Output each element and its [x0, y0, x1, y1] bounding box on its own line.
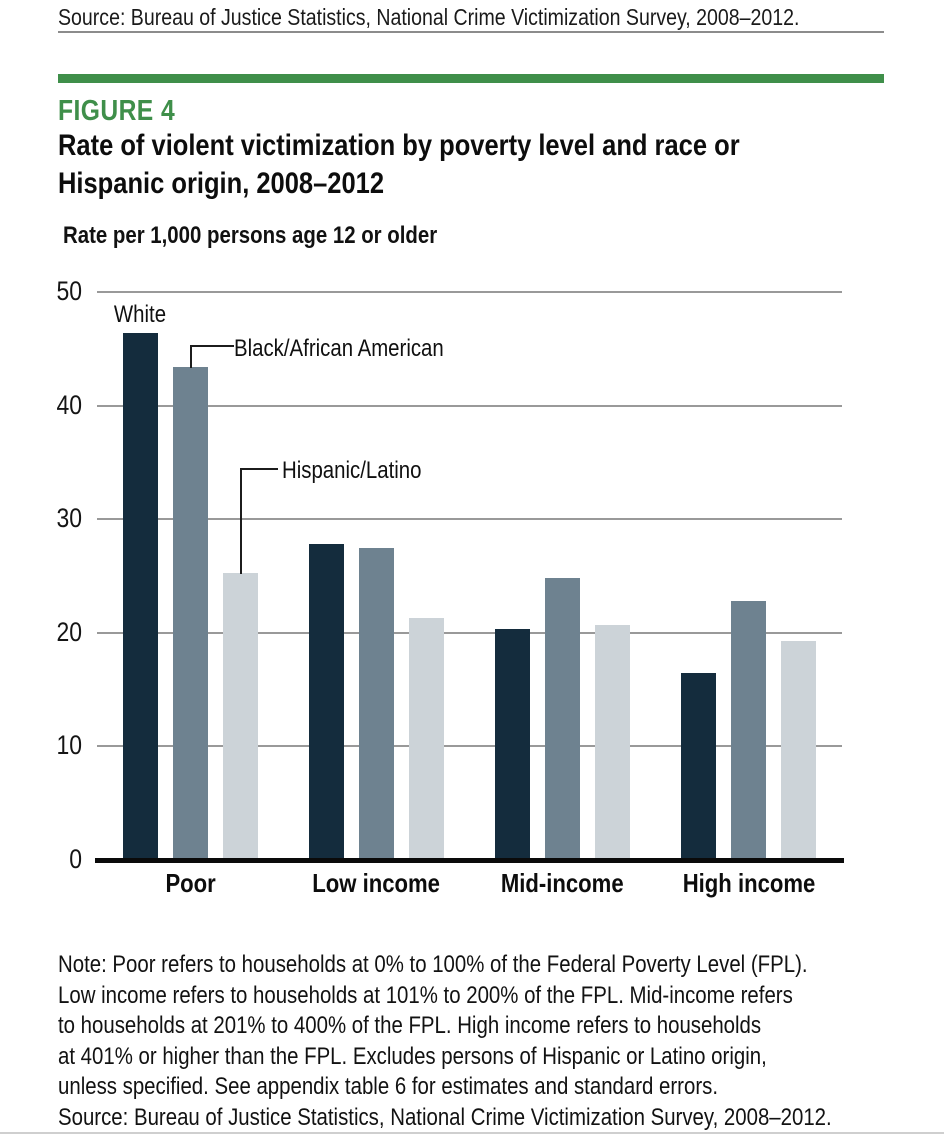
y-tick-label-30: 30: [56, 503, 82, 534]
figure-title-line-2: Hispanic origin, 2008–2012: [58, 167, 385, 200]
leader-line-black-vertical: [190, 345, 192, 368]
leader-line-black-horizontal: [190, 345, 234, 347]
top-source-line: [58, 4, 930, 31]
leader-line-hispanic-horizontal: [240, 468, 278, 470]
figure-title-line-1: Rate of violent victimization by poverty level and race or: [58, 129, 740, 162]
series-label-black: Black/African American: [234, 335, 444, 362]
series-label-white: White: [113, 301, 167, 328]
gridline-50: [97, 291, 842, 293]
x-axis-line: [95, 858, 844, 863]
x-category-label-high-income: High income: [682, 868, 816, 898]
leader-line-hispanic-vertical: [240, 468, 242, 574]
y-axis-labels: [34, 276, 90, 874]
bar-low-income-black-african-american: [359, 548, 394, 860]
series-label-hispanic: Hispanic/Latino: [282, 457, 422, 484]
note-line: at 401% or higher than the FPL. Excludes persons of Hispanic or Latino origin,: [58, 1042, 767, 1070]
x-axis-labels: [97, 868, 842, 902]
note-line: Note: Poor refers to households at 0% to 100% of the Federal Poverty Level (FPL).: [58, 951, 808, 978]
gridline-20: [97, 632, 842, 634]
note-line: unless specified. See appendix table 6 for estimates and standard errors.: [58, 1073, 718, 1100]
x-category-label-low-income: Low income: [312, 868, 441, 898]
gridline-30: [97, 518, 842, 520]
bar-low-income-white: [309, 544, 344, 860]
bar-mid-income-hispanic-latino: [595, 625, 630, 860]
y-axis-unit-label: Rate per 1,000 persons age 12 or older: [63, 222, 438, 249]
bar-poor-hispanic-latino: [223, 573, 258, 860]
y-tick-label-20: 20: [56, 616, 82, 647]
x-category-label-mid-income: Mid-income: [501, 868, 625, 898]
bar-low-income-hispanic-latino: [409, 618, 444, 860]
bar-high-income-black-african-american: [731, 601, 766, 860]
bar-high-income-hispanic-latino: [781, 641, 816, 860]
bar-poor-black-african-american: [173, 367, 208, 860]
bottom-source-line: [58, 1104, 944, 1132]
note-line: Low income refers to households at 101% to 200% of the FPL. Mid-income refers: [58, 981, 793, 1009]
bar-mid-income-black-african-american: [545, 578, 580, 860]
y-tick-label-10: 10: [56, 730, 82, 761]
y-tick-label-50: 50: [56, 276, 82, 306]
x-category-label-poor: Poor: [164, 868, 216, 898]
figure-accent-bar: [58, 74, 884, 83]
note-block: [58, 950, 898, 1103]
bar-high-income-white: [681, 673, 716, 860]
figure-number-label: FIGURE 4: [58, 95, 176, 127]
plot-area: [97, 292, 842, 860]
top-source-text: Source: Bureau of Justice Statistics, National Crime Victimization Survey, 2008–2012.: [58, 4, 800, 30]
top-divider-rule: [58, 31, 884, 33]
gridline-40: [97, 405, 842, 407]
bar-mid-income-white: [495, 629, 530, 860]
gridline-10: [97, 745, 842, 747]
note-line: to households at 201% to 400% of the FPL. High income refers to households: [58, 1012, 762, 1039]
page-bottom-edge: [0, 1132, 944, 1134]
bar-poor-white: [123, 333, 158, 860]
y-tick-label-0: 0: [69, 844, 82, 874]
bottom-source-text: Source: Bureau of Justice Statistics, National Crime Victimization Survey, 2008–2012.: [58, 1104, 832, 1131]
y-tick-label-40: 40: [56, 389, 82, 420]
